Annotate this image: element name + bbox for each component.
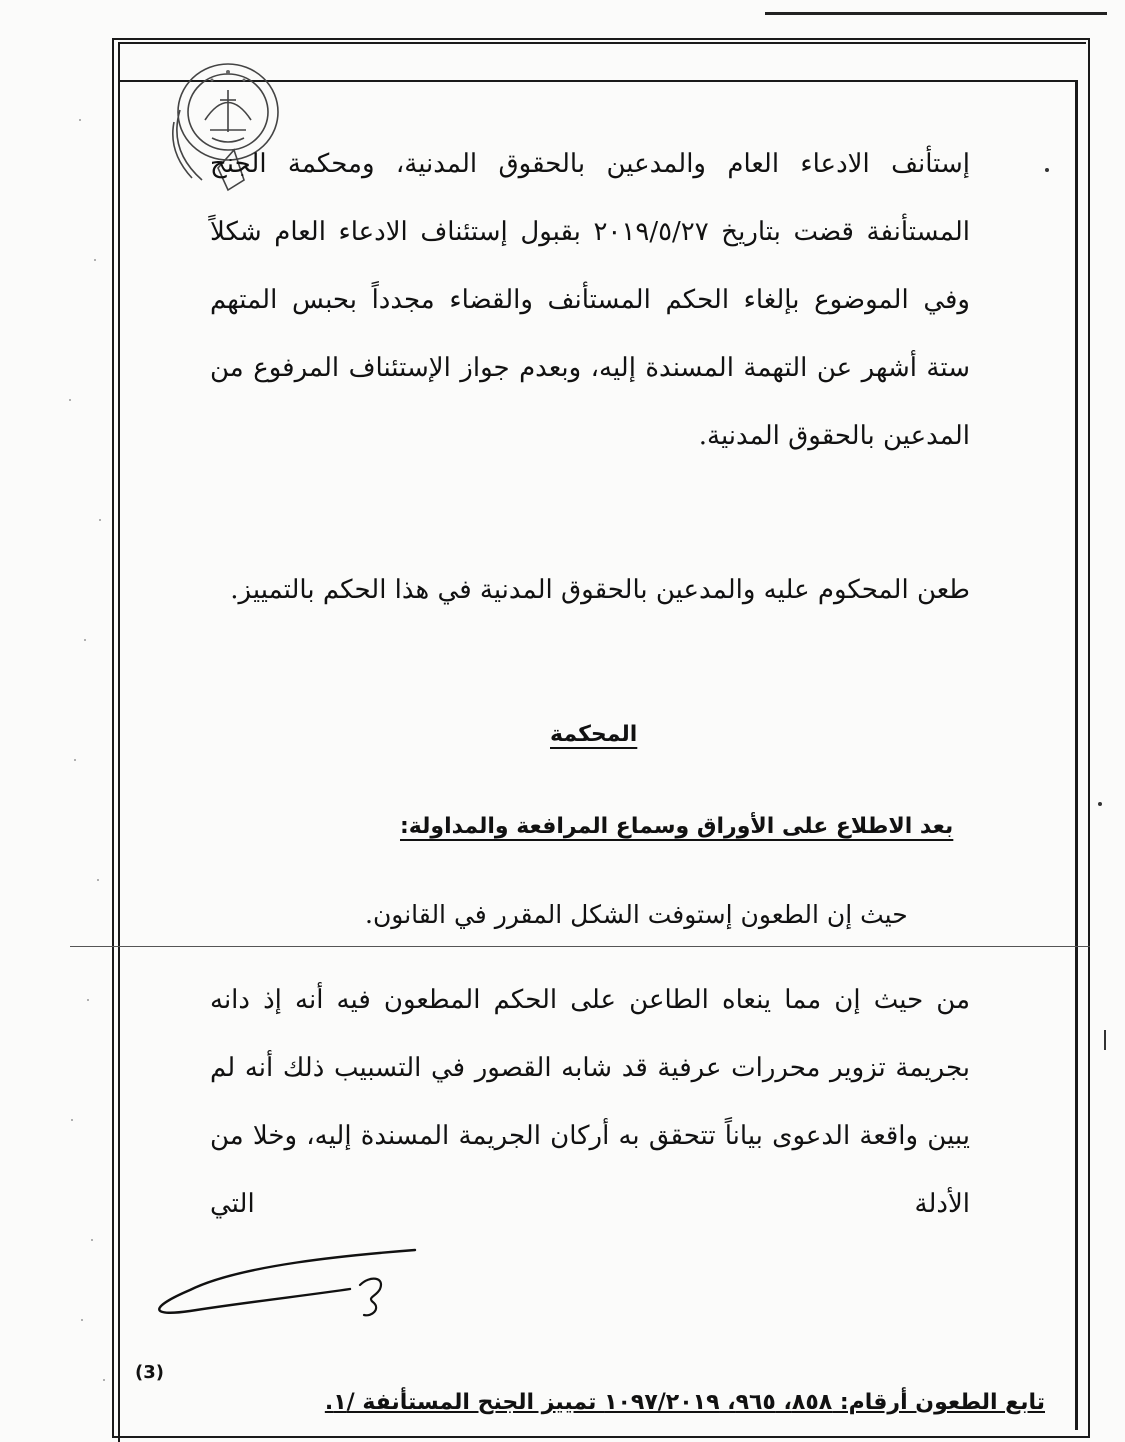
- paragraph-appeal-filed: طعن المحكوم عليه والمدعين بالحقوق المدنية في هذا الحكم بالتمييز.: [230, 575, 970, 605]
- scan-dot: [1098, 802, 1102, 806]
- scan-speckle: [0, 0, 110, 1421]
- court-heading: المحكمة: [550, 722, 638, 747]
- page-number: (3): [135, 1362, 164, 1383]
- statement-form-compliance: حيث إن الطعون إستوفت الشكل المقرر في القانون.: [365, 900, 908, 929]
- top-rule: [765, 12, 1107, 15]
- paragraph-appeal-summary: إستأنف الادعاء العام والمدعين بالحقوق المدنية، ومحكمة الجنح المستأنفة قضت بتاريخ ٢٠١٩/٥/٢٧ بقبول إستئناف الادعاء العام شكلاً وفي الموضوع بإلغاء الحكم المستأنف والقضاء مجدداً بحبس المتهم ستة أشهر عن التهمة المسندة إليه، وبعدم جواز الإستئناف المرفوع من المدعين بالحقوق المدنية.: [210, 149, 970, 451]
- handwritten-signature: [150, 1245, 430, 1325]
- page-frame-right-line: [1075, 80, 1078, 1430]
- scan-divider-line: [70, 946, 1090, 947]
- paragraph-grounds-of-appeal: من حيث إن مما ينعاه الطاعن على الحكم المطعون فيه أنه إذ دانه بجريمة تزوير محررات عرفية قد شابه القصور في التسبيب ذلك أنه لم يبين واقعة الدعوى بياناً تتحقق به أركان الجريمة المسندة إليه، وخلا من الأدلة التي: [210, 985, 970, 1219]
- scan-mark: [1104, 1030, 1106, 1050]
- scan-dot: [1045, 168, 1049, 172]
- footer-case-reference: تابع الطعون أرقام: ٨٥٨، ٩٦٥، ١٠٩٧/٢٠١٩ تمييز الجنح المستأنفة /١.: [324, 1390, 1045, 1415]
- review-heading: بعد الاطلاع على الأوراق وسماع المرافعة والمداولة:: [400, 814, 954, 839]
